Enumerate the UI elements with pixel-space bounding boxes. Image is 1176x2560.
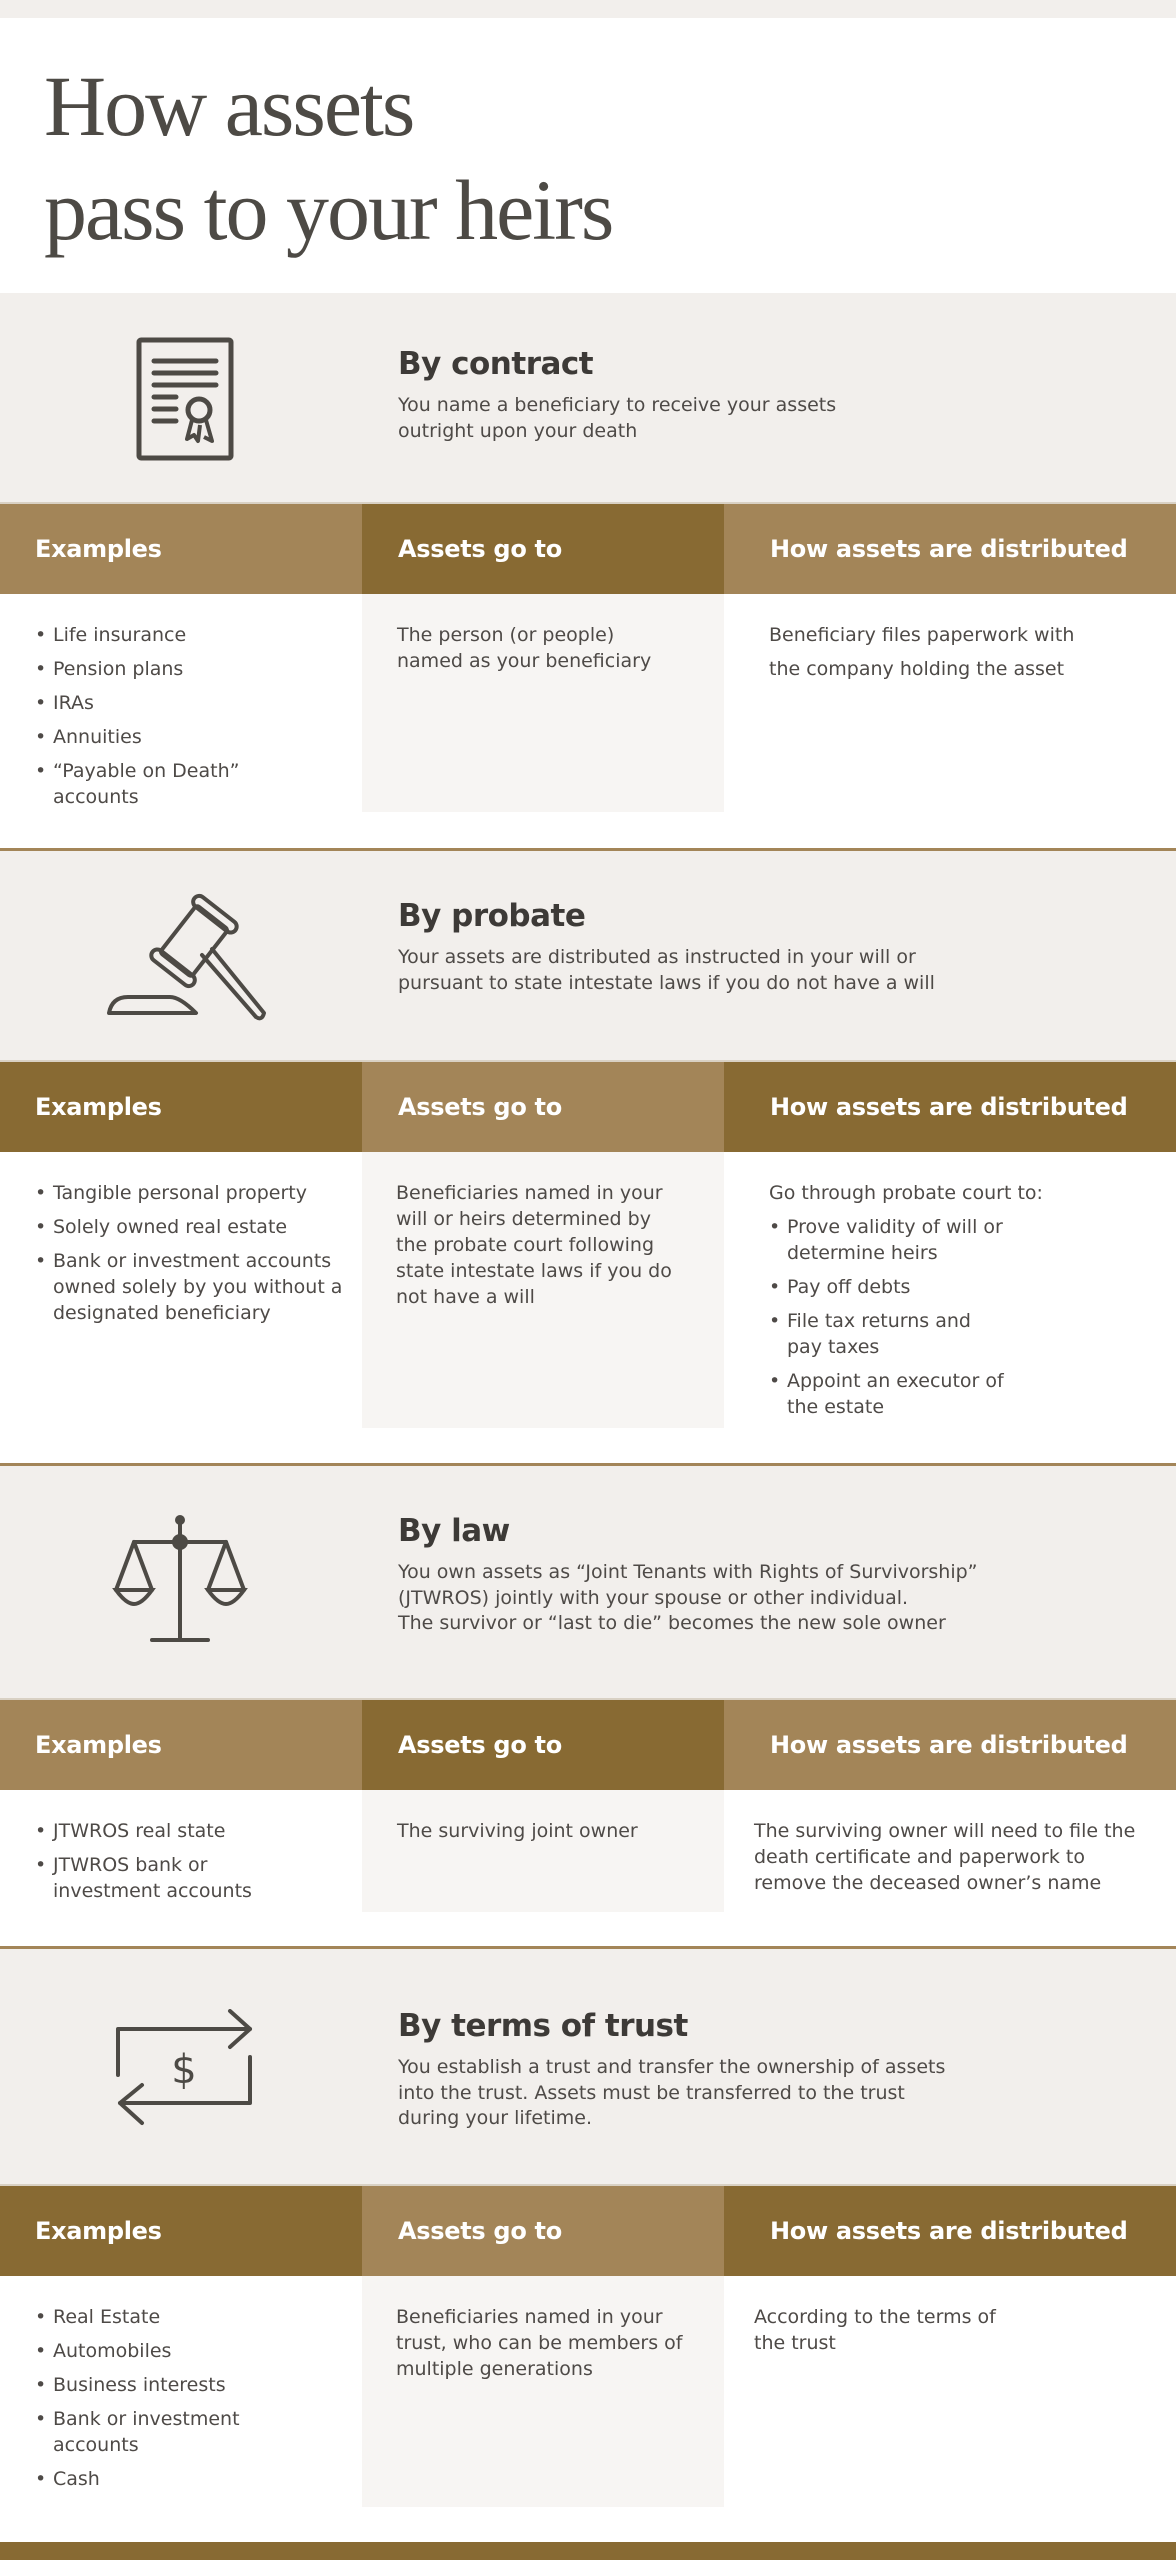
- header-distribution: How assets are distributed: [724, 2186, 1176, 2276]
- examples-column: [0, 594, 362, 848]
- top-band: [0, 0, 1176, 18]
- gavel-icon: [106, 893, 272, 1023]
- certificate-icon: [136, 337, 234, 461]
- distribution-list: [769, 1214, 1029, 1420]
- assets-go-to-column: [362, 1152, 724, 1428]
- distribution-column: [724, 1152, 1176, 1463]
- assets-go-to-column: [362, 2276, 724, 2507]
- list-item: • JTWROS bank or investment accounts: [35, 1852, 275, 1904]
- description-line: (JTWROS) jointly with your spouse or other individual.: [398, 1586, 909, 1609]
- list-item: • Business interests: [35, 2372, 255, 2398]
- section-by-terms-of-trust: [0, 1949, 1176, 2542]
- section-intro-text: [398, 897, 1018, 996]
- examples-column: [0, 1790, 362, 1946]
- distribution-column: [724, 1790, 1176, 1946]
- section-body: [0, 2276, 1176, 2542]
- list-item: • File tax returns and pay taxes: [769, 1308, 989, 1360]
- list-item: • JTWROS real state: [35, 1818, 275, 1844]
- section-intro-text: [398, 1512, 1098, 1637]
- distribution-text: The surviving owner will need to file the death certificate and paperwork to remove the deceased owner’s name: [754, 1820, 1136, 1894]
- header-distribution: How assets are distributed: [724, 504, 1176, 594]
- footer-band: [0, 2542, 1176, 2560]
- header-examples: Examples: [0, 1700, 362, 1790]
- section-intro: [0, 1466, 1176, 1698]
- list-item: • Cash: [35, 2466, 255, 2492]
- distribution-intro: Go through probate court to:: [769, 1182, 1043, 1204]
- page-title: [44, 54, 1176, 262]
- section-heading: By probate: [398, 898, 586, 934]
- list-item: • Pay off debts: [769, 1274, 1029, 1300]
- page-title-line-2: pass to your heirs: [44, 162, 613, 258]
- list-item: • Bank or investment accounts: [35, 2406, 255, 2458]
- list-item: • Annuities: [35, 724, 362, 750]
- section-intro: [0, 293, 1176, 502]
- section-by-probate: [0, 851, 1176, 1466]
- list-item: • Pension plans: [35, 656, 362, 682]
- scales-of-justice-icon: [112, 1514, 248, 1646]
- assets-go-to-text: Beneficiaries named in your will or heirs determined by the probate court following state intestate laws if you do not have a will: [396, 1182, 672, 1308]
- header-assets-go-to: Assets go to: [362, 504, 724, 594]
- column-header-row: [0, 502, 1176, 594]
- section-body: [0, 594, 1176, 848]
- list-item: • IRAs: [35, 690, 362, 716]
- examples-list: [35, 1180, 354, 1326]
- assets-go-to-text: The person (or people) named as your beneficiary: [397, 624, 652, 672]
- section-intro-text: [398, 345, 878, 444]
- list-item: • Appoint an executor of the estate: [769, 1368, 1029, 1420]
- section-heading: By law: [398, 1513, 510, 1549]
- description-line: You own assets as “Joint Tenants with Rights of Survivorship”: [398, 1561, 978, 1583]
- section-heading: By contract: [398, 346, 594, 382]
- assets-go-to-text: Beneficiaries named in your trust, who can be members of multiple generations: [396, 2306, 683, 2380]
- distribution-column: [724, 594, 1176, 848]
- section-description: Your assets are distributed as instructed in your will or pursuant to state intestate laws if you do not have a will: [398, 946, 935, 994]
- list-item: • Life insurance: [35, 622, 362, 648]
- assets-go-to-column: [362, 1790, 724, 1912]
- header-examples: Examples: [0, 1062, 362, 1152]
- examples-list: [35, 1818, 275, 1904]
- page-title-line-1: How assets: [44, 58, 414, 154]
- header-assets-go-to: Assets go to: [362, 2186, 724, 2276]
- list-item: • Tangible personal property: [35, 1180, 354, 1206]
- header-distribution: How assets are distributed: [724, 1700, 1176, 1790]
- svg-text:$: $: [171, 2047, 197, 2093]
- list-item: • Solely owned real estate: [35, 1214, 354, 1240]
- list-item: • Bank or investment accounts owned solely by you without a designated beneficiary: [35, 1248, 354, 1326]
- list-item: • Automobiles: [35, 2338, 255, 2364]
- list-item: • “Payable on Death” accounts: [35, 758, 265, 810]
- section-body: [0, 1152, 1176, 1463]
- section-description: You establish a trust and transfer the ownership of assets into the trust. Assets must be transferred to the trust during your lifetime.: [398, 2056, 946, 2129]
- header-assets-go-to: Assets go to: [362, 1062, 724, 1152]
- examples-list: [35, 2304, 255, 2492]
- column-header-row: [0, 2184, 1176, 2276]
- title-block: [0, 18, 1176, 293]
- section-intro: [0, 851, 1176, 1060]
- section-heading: By terms of trust: [398, 2008, 688, 2044]
- header-distribution: How assets are distributed: [724, 1062, 1176, 1152]
- section-intro: [0, 1949, 1176, 2184]
- assets-go-to-column: [362, 594, 724, 812]
- section-body: [0, 1790, 1176, 1946]
- distribution-column: [724, 2276, 1176, 2542]
- section-by-contract: [0, 293, 1176, 851]
- list-item: • Real Estate: [35, 2304, 255, 2330]
- examples-list: [35, 622, 362, 810]
- assets-go-to-text: The surviving joint owner: [397, 1820, 638, 1842]
- column-header-row: [0, 1060, 1176, 1152]
- examples-column: [0, 1152, 362, 1463]
- section-intro-text: [398, 2007, 998, 2132]
- distribution-text: Beneficiary files paperwork with the company holding the asset: [769, 624, 1075, 680]
- header-assets-go-to: Assets go to: [362, 1700, 724, 1790]
- header-examples: Examples: [0, 2186, 362, 2276]
- header-examples: Examples: [0, 504, 362, 594]
- distribution-text: According to the terms of the trust: [754, 2306, 996, 2354]
- list-item: • Prove validity of will or determine heirs: [769, 1214, 1029, 1266]
- section-description: You name a beneficiary to receive your assets outright upon your death: [398, 394, 837, 442]
- section-by-law: [0, 1466, 1176, 1949]
- money-transfer-icon: [114, 2009, 258, 2129]
- section-description: [398, 1560, 1098, 1637]
- column-header-row: [0, 1698, 1176, 1790]
- examples-column: [0, 2276, 362, 2542]
- description-line: The survivor or “last to die” becomes the new sole owner: [398, 1612, 946, 1634]
